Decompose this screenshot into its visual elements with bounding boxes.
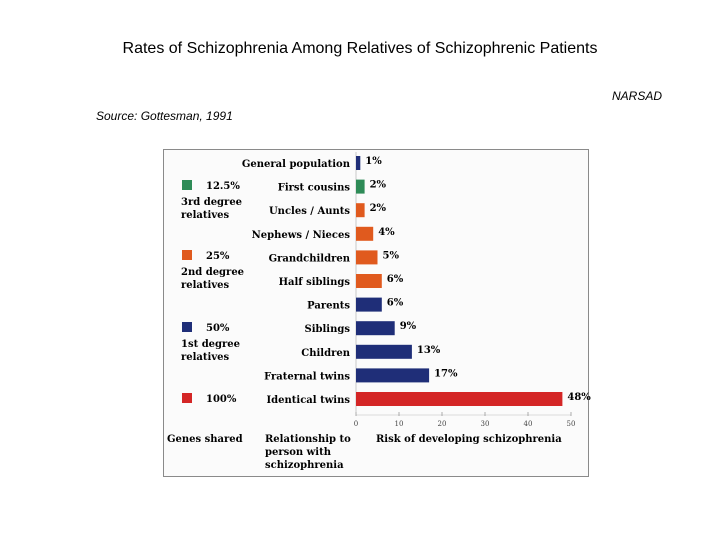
- relationship-label: person with: [265, 447, 331, 458]
- value-label: 13%: [416, 344, 441, 356]
- value-label: 4%: [378, 226, 395, 238]
- category-label: Fraternal twins: [264, 371, 350, 383]
- value-label: 1%: [365, 156, 382, 167]
- bar: [356, 203, 365, 217]
- x-tick-label: 50: [566, 420, 576, 428]
- category-label: Children: [301, 347, 350, 359]
- legend-degree: 1st degree: [181, 339, 241, 350]
- legend-percent: 100%: [206, 394, 237, 405]
- x-tick-label: 10: [394, 420, 404, 428]
- category-label: Grandchildren: [268, 253, 350, 265]
- x-tick-label: 40: [523, 420, 533, 428]
- value-label: 48%: [567, 392, 591, 403]
- x-tick-label: 0: [353, 420, 359, 428]
- x-tick-label: 30: [480, 420, 490, 428]
- genes-shared-label: Genes shared: [167, 434, 243, 445]
- risk-bar-chart: [164, 150, 591, 476]
- legend-degree: 3rd degree: [181, 197, 243, 208]
- category-label: Identical twins: [266, 395, 350, 406]
- bar: [356, 250, 378, 264]
- category-label: Uncles / Aunts: [268, 206, 350, 218]
- relationship-label: Relationship to: [265, 434, 351, 445]
- legend-percent: 25%: [206, 251, 230, 262]
- bar: [356, 368, 429, 382]
- bar: [356, 298, 382, 312]
- category-label: First cousins: [277, 182, 350, 194]
- bar: [356, 274, 382, 288]
- category-label: General population: [241, 159, 350, 170]
- legend-relatives: relatives: [181, 280, 230, 291]
- legend-swatch: [182, 180, 192, 190]
- legend-swatch: [182, 250, 192, 260]
- credit-label: NARSAD: [611, 89, 662, 103]
- bar: [356, 180, 365, 194]
- legend-swatch: [182, 322, 192, 332]
- bar: [356, 321, 395, 335]
- legend-percent: 12.5%: [206, 181, 240, 192]
- category-label: Parents: [307, 300, 350, 312]
- value-label: 9%: [399, 321, 417, 333]
- value-label: 6%: [386, 274, 404, 285]
- value-label: 2%: [369, 179, 387, 191]
- legend-degree: 2nd degree: [181, 267, 245, 278]
- value-label: 2%: [369, 203, 387, 215]
- x-tick-label: 20: [437, 420, 447, 428]
- slide-title: Rates of Schizophrenia Among Relatives of Schizophrenic Patients: [122, 40, 598, 57]
- category-label: Siblings: [304, 324, 350, 336]
- bar: [356, 345, 412, 359]
- legend-swatch: [182, 393, 192, 403]
- legend-relatives: relatives: [181, 352, 230, 363]
- relationship-label: schizophrenia: [265, 460, 344, 471]
- legend-percent: 50%: [206, 323, 230, 334]
- bar: [356, 156, 360, 170]
- category-label: Nephews / Nieces: [251, 229, 350, 241]
- risk-axis-label: Risk of developing schizophrenia: [376, 434, 562, 445]
- value-label: 17%: [434, 368, 458, 380]
- bar: [356, 227, 373, 241]
- bar: [356, 392, 562, 406]
- value-label: 6%: [386, 297, 404, 309]
- legend-relatives: relatives: [181, 210, 230, 221]
- category-label: Half siblings: [278, 277, 350, 288]
- source-citation: Source: Gottesman, 1991: [96, 109, 233, 123]
- chart-figure: [163, 149, 589, 477]
- value-label: 5%: [382, 250, 399, 262]
